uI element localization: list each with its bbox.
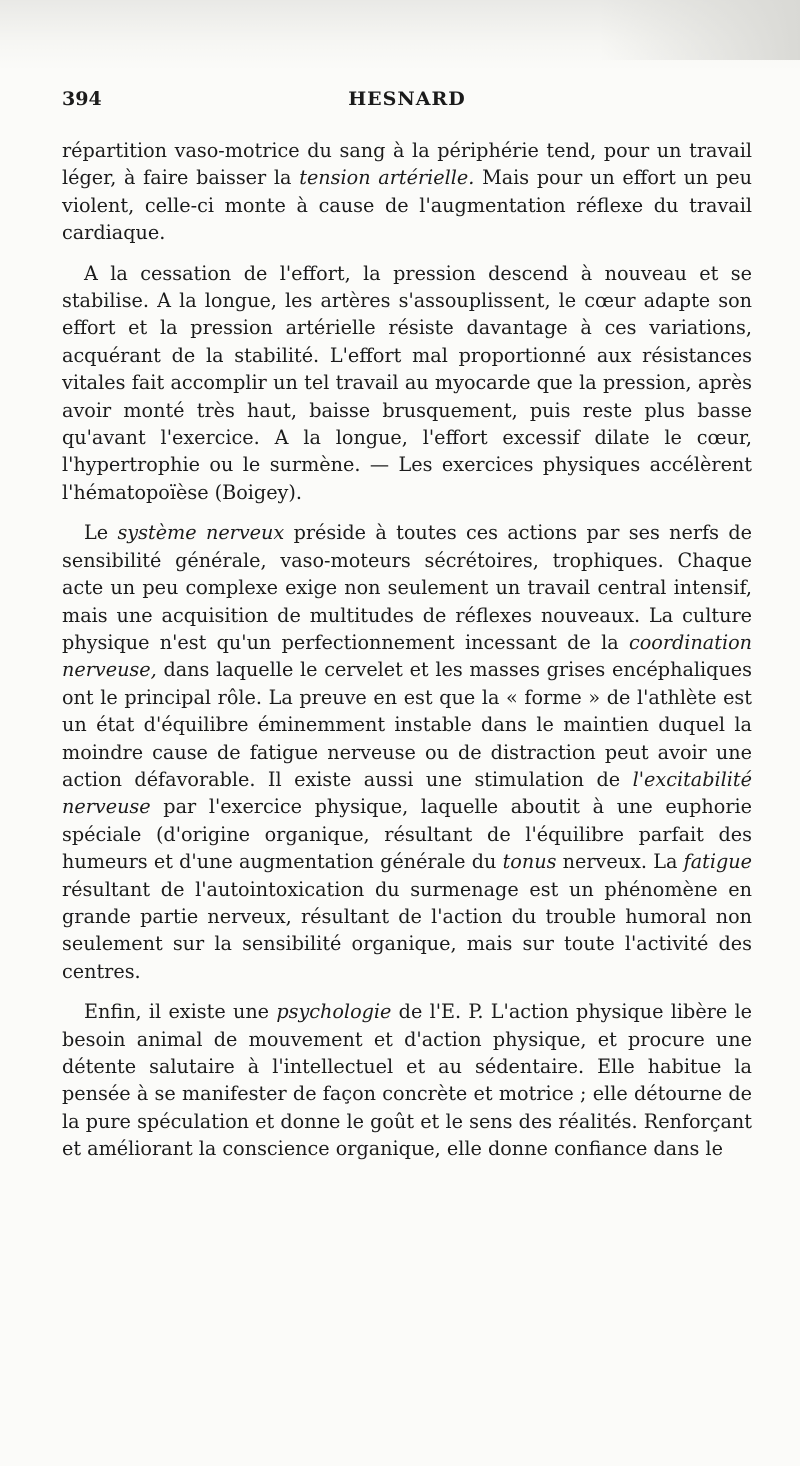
italic-text: système nerveux — [117, 521, 285, 545]
page-header — [62, 88, 752, 112]
running-head: HESNARD — [348, 88, 466, 110]
text-run: préside à toutes ces actions par ses nerfs de sensibilité générale, vaso-moteurs sécrétoires, trophiques. Chaque acte un peu complexe exige non seulement un travail central intensif, mais une acquisition de multitudes de réflexes nouveaux. La culture physique n'est qu'un perfectionnement incessant de la — [62, 521, 752, 654]
text-run: nerveux. La — [556, 850, 684, 874]
text-run: dans laquelle le cervelet et les masses grises encéphaliques ont le principal rôle. La preuve en est que la « forme » de l'athlète est un état d'équilibre éminemment instable dans le maintien duquel la moindre cause de fatigue nerveuse ou de distraction peut avoir une action défavorable. Il existe aussi une stimulation de — [62, 658, 752, 791]
text-run: résultant de l'autointoxication du surmenage est un phénomène en grande partie nerveux, résultant de l'action du trouble humoral non seulement sur la sensibilité organique, mais sur toute l'activité des centres. — [62, 877, 752, 983]
paragraph — [62, 519, 752, 985]
page-number: 394 — [62, 88, 102, 110]
paragraph — [62, 137, 752, 247]
text-run: Enfin, il existe une — [84, 1000, 277, 1024]
scan-corner-shading — [600, 0, 800, 60]
italic-text: tonus — [502, 850, 557, 874]
text-run: A la cessation de l'effort, la pression descend à nouveau et se stabilise. A la longue, les artères s'assouplissent, le cœur adapte son effort et la pression artérielle résiste davantage à ces variations, acquérant de la stabilité. L'effort mal proportionné aux résistances vitales fait accomplir un tel travail au myocarde que la pression, après avoir monté très haut, baisse brusquement, puis reste plus basse qu'avant l'exercice. A la longue, l'effort excessif dilate le cœur, l'hypertrophie ou le surmène. — Les exercices physiques accélèrent l'hématopoïèse (Boigey). — [62, 261, 752, 504]
body-text — [62, 137, 752, 1176]
paragraph — [62, 998, 752, 1162]
italic-text: coordination nerveuse, — [62, 630, 752, 682]
text-run: de l'E. P. L'action physique libère le besoin animal de mouvement et d'action physique, et procure une détente salutaire à l'intellectuel et au sédentaire. Elle habitue la pensée à se manifester de façon concrète et motrice ; elle détourne de la pure spéculation et donne le goût et le sens des réalités. Renforçant et améliorant la conscience organique, elle donne confiance dans le — [62, 1000, 752, 1161]
text-run: répartition vaso-motrice du sang à la périphérie tend, pour un travail léger, à faire baisser la — [62, 139, 752, 190]
paragraph — [62, 260, 752, 507]
italic-text: tension artérielle. — [299, 166, 475, 190]
text-run: par l'exercice physique, laquelle aboutit à une euphorie spéciale (d'origine organique, résultant de l'équilibre parfait des humeurs et d'une augmentation générale du — [62, 795, 752, 874]
text-run: Le — [84, 521, 118, 545]
italic-text: psychologie — [276, 1000, 392, 1024]
italic-text: l'excitabilité nerveuse — [62, 767, 752, 819]
text-run: Mais pour un effort un peu violent, celle-ci monte à cause de l'augmentation réflexe du travail cardiaque. — [62, 166, 753, 245]
italic-text: fatigue — [683, 850, 752, 874]
